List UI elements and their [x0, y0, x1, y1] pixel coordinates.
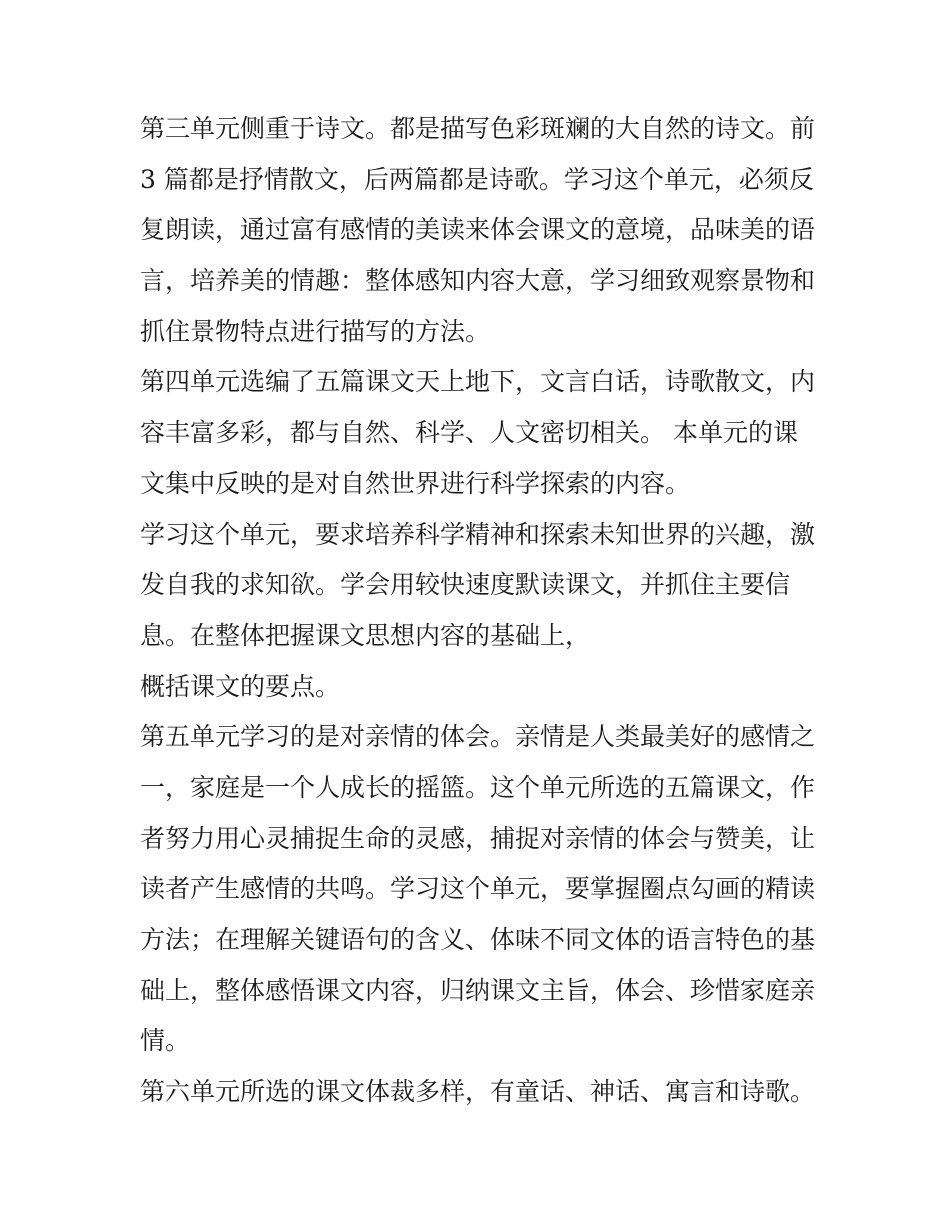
text-line: 文集中反映的是对自然世界进行科学探索的内容。 — [140, 468, 691, 498]
text-line: 础上，整体感悟课文内容，归纳课文主旨，体会、珍惜家庭亲 — [140, 975, 816, 1005]
text-line: 一，家庭是一个人成长的摇篮。这个单元所选的五篇课文，作 — [140, 772, 816, 802]
text-line: 读者产生感情的共鸣。学习这个单元，要掌握圈点勾画的精读 — [140, 874, 816, 904]
text-line: 方法；在理解关键语句的含义、体味不同文体的语言特色的基 — [140, 925, 816, 954]
text-line: 第三单元侧重于诗文。都是描写色彩斑斓的大自然的诗文。前 — [140, 114, 816, 143]
text-line: 第六单元所选的课文体裁多样，有童话、神话、寓言和诗歌。 — [140, 1077, 816, 1107]
text-line: 抓住景物特点进行描写的方法。 — [140, 316, 491, 346]
text-line: 第五单元学习的是对亲情的体会。亲情是人类最美好的感情之 — [140, 722, 816, 752]
text-line: 容丰富多彩，都与自然、科学、人文密切相关。 本单元的课 — [140, 418, 798, 448]
text-line: 复朗读，通过富有感情的美读来体会课文的意境，品味美的语 — [140, 215, 816, 245]
document-body — [140, 104, 820, 1118]
text-line: 息。在整体把握课文思想内容的基础上， — [140, 620, 591, 650]
text-line: 情。 — [140, 1026, 191, 1056]
text-line: 言，培养美的情趣：整体感知内容大意，学习细致观察景物和 — [140, 266, 816, 296]
text-line: 发自我的求知欲。学会用较快速度默读课文，并抓住主要信 — [140, 570, 791, 600]
text-line: 学习这个单元，要求培养科学精神和探索未知世界的兴趣，激 — [140, 519, 816, 549]
text-line: 第四单元选编了五篇课文天上地下，文言白话，诗歌散文，内 — [140, 367, 816, 397]
text-line: 者努力用心灵捕捉生命的灵感，捕捉对亲情的体会与赞美，让 — [140, 823, 816, 853]
text-line: 3 篇都是抒情散文，后两篇都是诗歌。学习这个单元，必须反 — [140, 164, 814, 194]
text-line: 概括课文的要点。 — [140, 671, 341, 701]
